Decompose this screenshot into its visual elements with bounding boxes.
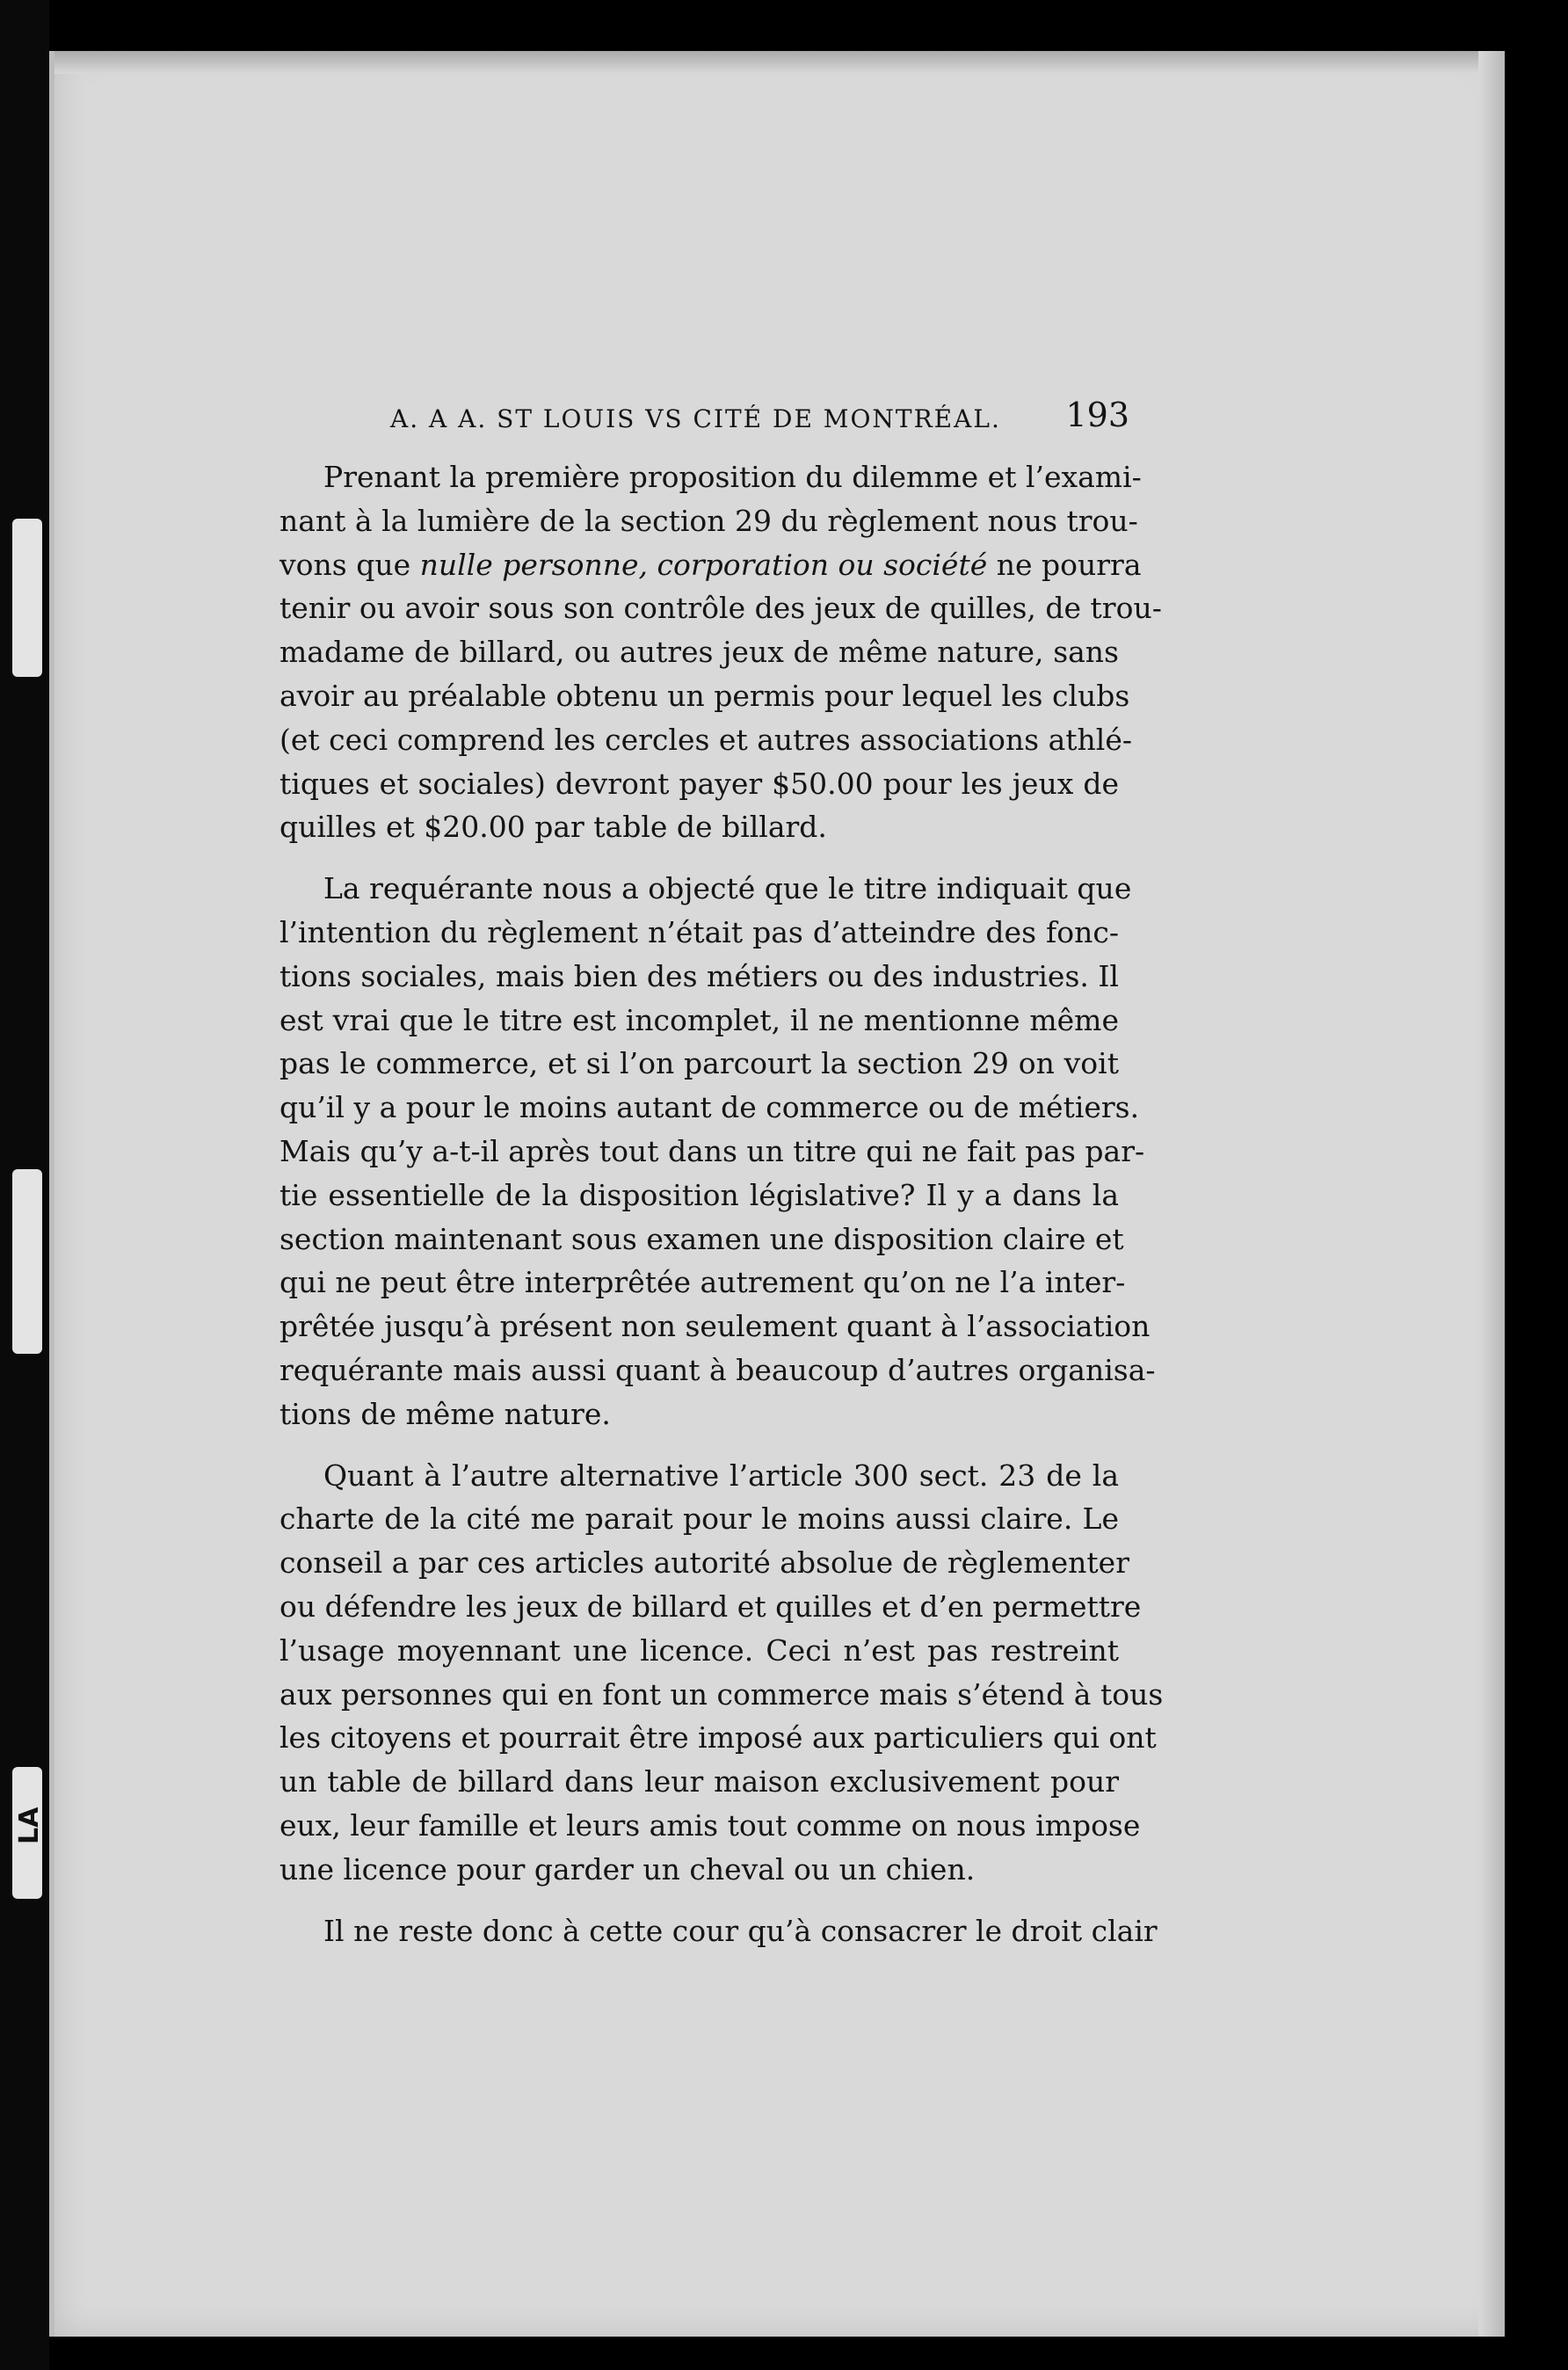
text-line: La requérante nous a objecté que le titre indiquait que bbox=[323, 871, 1132, 906]
text-line: Quant à l’autre alternative l’article 300 sect. 23 de la bbox=[323, 1458, 1119, 1493]
text-line: une licence pour garder un cheval ou un chien. bbox=[279, 1851, 976, 1887]
text-line: Mais qu’y a-t-il après tout dans un titre qui ne fait pas par- bbox=[279, 1133, 1145, 1168]
text-line: requérante mais aussi quant à beaucoup d’autres organisa- bbox=[279, 1352, 1156, 1387]
binding-strip bbox=[0, 0, 49, 2370]
text-fragment: ne pourra bbox=[996, 547, 1142, 582]
text-line: est vrai que le titre est incomplet, il ne mentionne même bbox=[279, 1002, 1119, 1037]
binding-tab-label: LA bbox=[14, 1807, 45, 1844]
paragraph-1 bbox=[279, 455, 1162, 849]
text-line: conseil a par ces articles autorité absolue de règlementer bbox=[279, 1545, 1129, 1581]
text-line: prêtée jusqu’à présent non seulement quant à l’association bbox=[279, 1309, 1151, 1344]
text-line: l’intention du règlement n’était pas d’atteindre des fonc- bbox=[279, 914, 1119, 949]
text-line: madame de billard, ou autres jeux de même nature, sans bbox=[279, 635, 1119, 670]
text-line: tenir ou avoir sous son contrôle des jeux de quilles, de trou- bbox=[279, 591, 1162, 626]
text-line: tiques et sociales) devront payer $50.00 pour les jeux de bbox=[279, 766, 1119, 801]
running-head bbox=[279, 392, 1129, 445]
page-number: 193 bbox=[1065, 396, 1129, 434]
page-content bbox=[279, 392, 1164, 1970]
paragraph-4 bbox=[279, 1909, 1158, 1953]
text-line: quilles et $20.00 par table de billard. bbox=[279, 810, 827, 845]
text-line: les citoyens et pourrait être imposé aux particuliers qui ont bbox=[279, 1720, 1157, 1756]
running-title: A. A A. ST LOUIS VS CITÉ DE MONTRÉAL. bbox=[390, 404, 1001, 433]
binding-tab bbox=[12, 519, 42, 677]
text-line: eux, leur famille et leurs amis tout comme on nous impose bbox=[279, 1807, 1141, 1843]
text-line: qui ne peut être interprêtée autrement qu’on ne l’a inter- bbox=[279, 1265, 1126, 1300]
text-line: nant à la lumière de la section 29 du règlement nous trou- bbox=[279, 503, 1138, 538]
paragraph-2 bbox=[279, 867, 1156, 1436]
text-line: charte de la cité me parait pour le moins aussi claire. Le bbox=[279, 1501, 1119, 1537]
paragraph-3 bbox=[279, 1454, 1164, 1892]
text-line: avoir au préalable obtenu un permis pour lequel les clubs bbox=[279, 678, 1130, 713]
text-line: pas le commerce, et si l’on parcourt la section 29 on voit bbox=[279, 1046, 1119, 1081]
text-line: l’usage moyennant une licence. Ceci n’est pas restreint bbox=[279, 1632, 1119, 1668]
text-line-with-italic bbox=[279, 543, 1142, 587]
text-line: tie essentielle de la disposition législative? Il y a dans la bbox=[279, 1177, 1119, 1212]
text-line: un table de billard dans leur maison exclusivement pour bbox=[279, 1764, 1119, 1799]
text-line: ou défendre les jeux de billard et quilles et d’en permettre bbox=[279, 1588, 1142, 1624]
text-line: (et ceci comprend les cercles et autres associations athlé- bbox=[279, 722, 1133, 757]
text-line: qu’il y a pour le moins autant de commerce ou de métiers. bbox=[279, 1090, 1140, 1125]
binding-tab bbox=[12, 1767, 45, 1899]
binding-tab bbox=[12, 1169, 42, 1354]
text-line: Prenant la première proposition du dilemme et l’exami- bbox=[323, 460, 1142, 494]
text-line: tions sociales, mais bien des métiers ou des industries. Il bbox=[279, 958, 1119, 993]
text-line: tions de même nature. bbox=[279, 1396, 611, 1431]
text-fragment: vons que bbox=[279, 547, 411, 582]
text-line: section maintenant sous examen une disposition claire et bbox=[279, 1221, 1124, 1256]
text-line: Il ne reste donc à cette cour qu’à consacrer le droit clair bbox=[323, 1913, 1158, 1948]
italic-phrase: nulle personne, corporation ou société bbox=[419, 547, 988, 582]
text-line: aux personnes qui en font un commerce mais s’étend à tous bbox=[279, 1676, 1164, 1712]
